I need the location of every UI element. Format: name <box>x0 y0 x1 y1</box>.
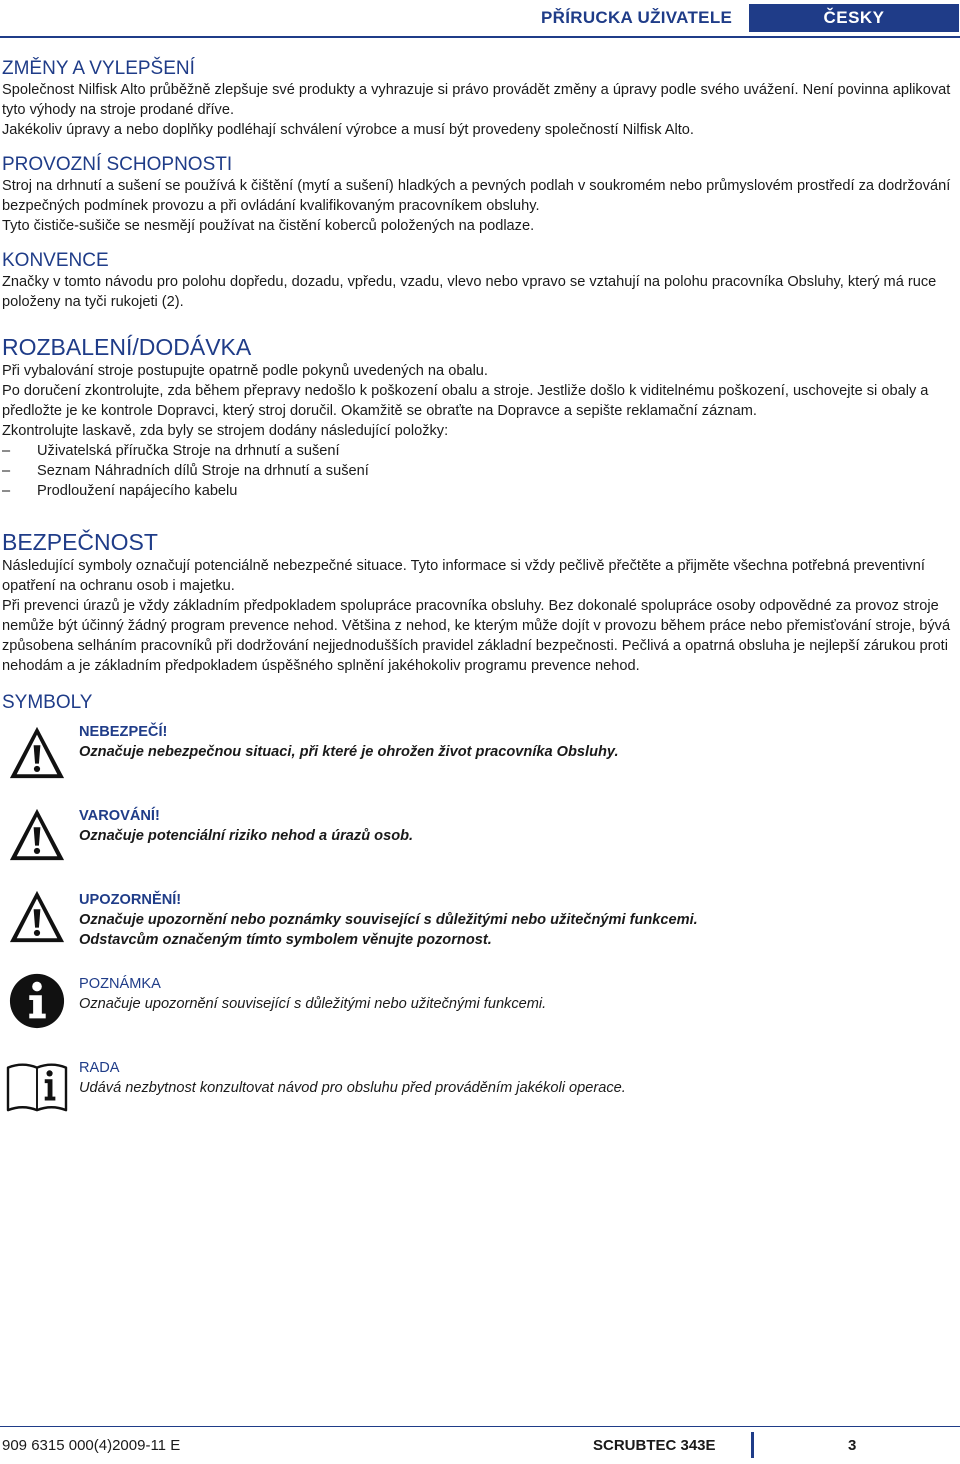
symbol-title: RADA <box>79 1060 120 1076</box>
symbol-text <box>79 890 957 950</box>
symbol-description: Odstavcům označeným tímto symbolem věnujte pozornost. <box>79 932 492 948</box>
section-heading: ROZBALENÍ/DODÁVKA <box>2 334 252 360</box>
paragraph: Tyto čističe-sušiče se nesmějí používat na čistění koberců položených na podlaze. <box>2 218 535 234</box>
paragraph: Společnost Nilfisk Alto průběžně zlepšuje své produkty a vyhrazuje si právo provádět změny a úpravy podle svého uvážení. Není povinna aplikovat tyto výhody na stroje prodané dříve. <box>2 82 951 118</box>
warning-triangle-icon <box>8 806 66 864</box>
section-changes <box>2 58 957 140</box>
header-divider <box>0 36 960 38</box>
delivery-items-list <box>2 441 957 501</box>
paragraph: Následující symboly označují potenciálně nebezpečné situace. Tyto informace si vždy pečlivě přečtěte a přijměte všechna potřebná preventivní opatření na ochranu osob i majetku. <box>2 558 925 594</box>
paragraph: Stroj na drhnutí a sušení se používá k čištění (mytí a sušení) hladkých a pevných podlah v soukromém nebo průmyslovém prostředí za dodržování bezpečných podmínek provozu a při ovládání kvalifikovaným pracovníkem obsluhy. <box>2 178 951 214</box>
paragraph: Při prevenci úrazů je vždy základním předpokladem spolupráce pracovníka obsluhy. Bez dokonalé spolupráce osoby odpovědné za provoz stroje nemůže být účinný žádný program prevence nehod. Většina z nehod, ke kterým může dojít v provozu během práce nebo přemisťování stroje, bývá způsobena selháním pracovníků při dodržování nejjednodušších pravidel základní bezpečnosti. Pečlivá a opatrná obsluha je nejlepší zárukou proti nehodám a je základním předpokladem úspěšného splnění jakéhokoliv programu prevence nehod. <box>2 598 951 674</box>
section-safety <box>2 529 957 676</box>
section-heading: BEZPEČNOST <box>2 529 158 555</box>
symbol-description: Označuje potenciální riziko nehod a úrazů osob. <box>79 828 414 844</box>
list-dash: – <box>2 463 11 479</box>
list-item <box>2 481 957 501</box>
list-item <box>2 441 957 461</box>
paragraph: Značky v tomto návodu pro polohu dopředu, dozadu, vpředu, vzadu, vlevo nebo vpravo se vztahují na polohu pracovníka Obsluhy, který má ruce položeny na tyči rukojeti (2). <box>2 274 937 310</box>
section-heading: ZMĚNY A VYLEPŠENÍ <box>2 58 195 79</box>
symbol-title: UPOZORNĚNÍ! <box>79 892 182 908</box>
symbol-text <box>79 722 957 762</box>
symbol-description: Označuje upozornění nebo poznámky související s důležitými nebo užitečnými funkcemi. <box>79 912 698 928</box>
symbol-description: Označuje upozornění související s důležitými nebo užitečnými funkcemi. <box>79 996 547 1012</box>
paragraph: Po doručení zkontrolujte, zda během přepravy nedošlo k poškození obalu a stroje. Jestliže došlo k viditelnému poškození, uschovejte si obaly a předložte je ke kontrole Dopravci, který stroj doručil. Okamžitě se obraťte na Dopravce a sepište reklamační záznam. <box>2 383 929 419</box>
symbol-title: NEBEZPEČÍ! <box>79 724 168 740</box>
warning-triangle-icon <box>8 888 66 946</box>
section-heading: KONVENCE <box>2 250 109 271</box>
symbol-title: POZNÁMKA <box>79 976 161 992</box>
symbol-caution <box>2 890 957 974</box>
symbol-advice <box>2 1058 957 1142</box>
document-code: 909 6315 000(4)2009-11 E <box>2 1437 181 1454</box>
page-content <box>2 58 957 1142</box>
paragraph: Zkontrolujte laskavě, zda byly se strojem dodány následující položky: <box>2 423 449 439</box>
info-circle-icon <box>8 972 66 1030</box>
list-dash: – <box>2 443 11 459</box>
list-item <box>2 461 957 481</box>
section-heading: PROVOZNÍ SCHOPNOSTI <box>2 154 233 175</box>
paragraph: Při vybalování stroje postupujte opatrně podle pokynů uvedených na obalu. <box>2 363 488 379</box>
symbol-text <box>79 1058 957 1098</box>
symbol-text <box>79 806 957 846</box>
warning-triangle-icon <box>8 724 66 782</box>
footer-divider <box>0 1426 960 1427</box>
section-heading: SYMBOLY <box>2 692 93 713</box>
footer-separator <box>751 1432 754 1458</box>
manual-book-icon <box>4 1056 70 1114</box>
symbol-description: Označuje nebezpečnou situaci, při které je ohrožen život pracovníka Obsluhy. <box>79 744 619 760</box>
product-name: SCRUBTEC 343E <box>593 1437 716 1454</box>
list-item-text: Prodloužení napájecího kabelu <box>37 483 238 499</box>
list-item-text: Seznam Náhradních dílů Stroje na drhnutí a sušení <box>37 463 369 479</box>
language-badge: ČESKY <box>749 4 959 32</box>
symbol-description: Udává nezbytnost konzultovat návod pro obsluhu před prováděním jakékoli operace. <box>79 1080 626 1096</box>
section-symbols <box>2 692 957 1142</box>
section-operational <box>2 154 957 236</box>
paragraph: Jakékoliv úpravy a nebo doplňky podléhají schválení výrobce a musí být provedeny společností Nilfisk Alto. <box>2 122 694 138</box>
symbol-title: VAROVÁNÍ! <box>79 808 160 824</box>
symbol-warning <box>2 806 957 890</box>
manual-title: PŘÍRUCKA UŽIVATELE <box>541 8 733 27</box>
section-conventions <box>2 250 957 312</box>
section-unpacking <box>2 334 957 501</box>
list-dash: – <box>2 483 11 499</box>
page-number: 3 <box>848 1437 857 1454</box>
list-item-text: Uživatelská příručka Stroje na drhnutí a sušení <box>37 443 340 459</box>
symbol-danger <box>2 722 957 806</box>
symbol-note <box>2 974 957 1058</box>
symbol-text <box>79 974 957 1014</box>
